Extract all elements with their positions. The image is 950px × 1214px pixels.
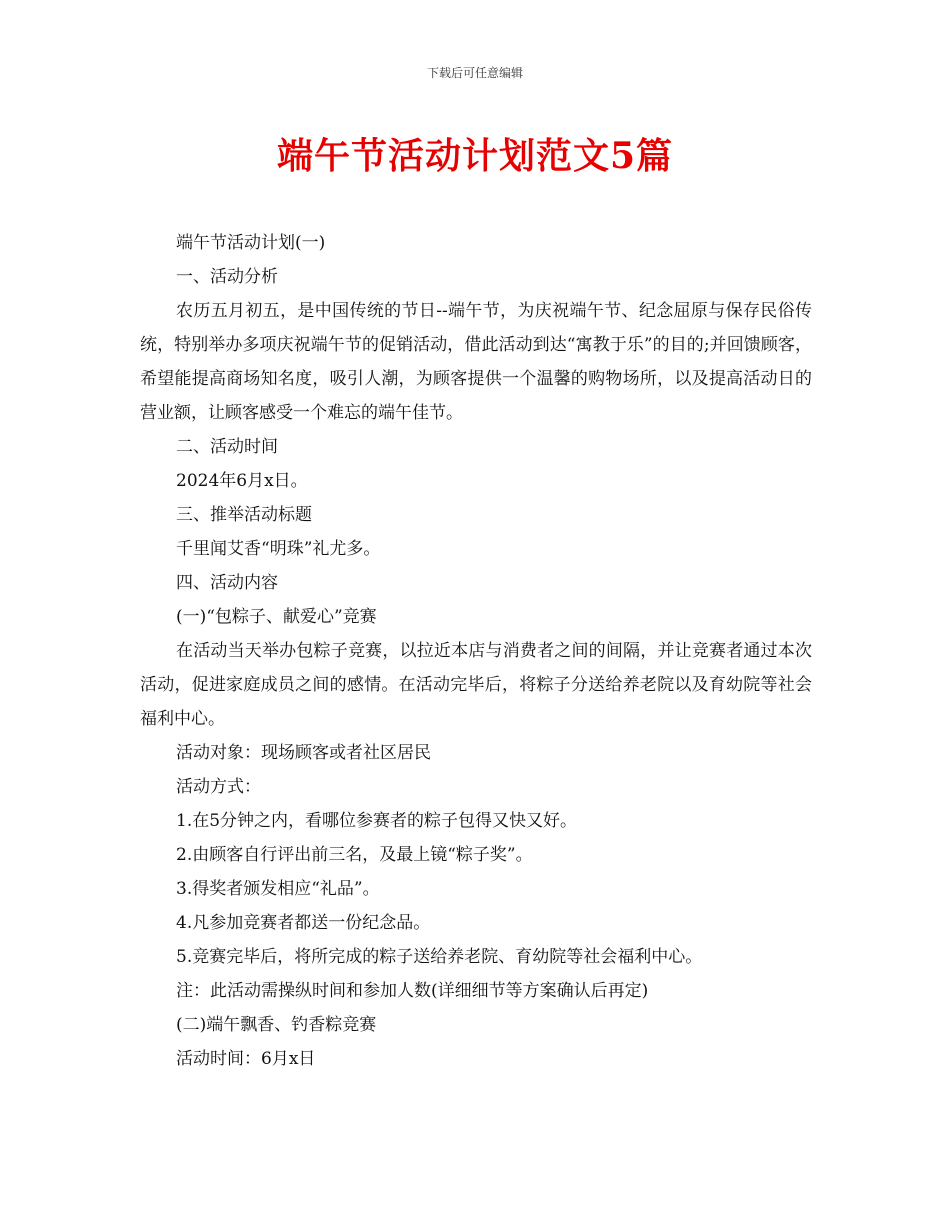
subsection-heading: (一)“包粽子、献爱心”竞赛 xyxy=(176,607,377,627)
list-item: 3.得奖者颁发相应“礼品”。 xyxy=(176,879,380,899)
paragraph: 端午节活动计划(一) xyxy=(176,233,326,253)
document-body xyxy=(140,226,812,1076)
section-heading: 三、推举活动标题 xyxy=(176,505,312,525)
page-header-note: 下载后可任意编辑 xyxy=(426,66,523,80)
paragraph: 活动时间：6月x日 xyxy=(176,1049,316,1069)
paragraph: 2024年6月x日。 xyxy=(176,471,308,491)
subsection-heading: (二)端午飘香、钓香粽竞赛 xyxy=(176,1015,377,1035)
list-item: 4.凡参加竞赛者都送一份纪念品。 xyxy=(176,913,431,933)
list-item: 1.在5分钟之内，看哪位参赛者的粽子包得又快又好。 xyxy=(176,811,578,831)
list-item: 2.由顾客自行评出前三名，及最上镜“粽子奖”。 xyxy=(176,845,533,865)
paragraph: 活动对象：现场顾客或者社区居民 xyxy=(176,743,431,763)
document-title: 端午节活动计划范文5篇 xyxy=(276,135,674,177)
paragraph: 农历五月初五，是中国传统的节日--端午节，为庆祝端午节、纪念屈原与保存民俗传统，特别举办多项庆祝端午节的促销活动，借此活动到达“寓教于乐”的目的;并回馈顾客，希望能提高商场知名度，吸引人潮，为顾客提供一个温馨的购物场所，以及提高活动日的营业额，让顾客感受一个难忘的端午佳节。 xyxy=(140,301,812,423)
section-heading: 一、活动分析 xyxy=(176,267,278,287)
paragraph: 活动方式： xyxy=(176,777,261,797)
paragraph: 千里闻艾香“明珠”礼尤多。 xyxy=(176,539,381,559)
note-paragraph: 注：此活动需操纵时间和参加人数(详细细节等方案确认后再定) xyxy=(176,981,649,1001)
paragraph: 在活动当天举办包粽子竞赛，以拉近本店与消费者之间的间隔，并让竞赛者通过本次活动，促进家庭成员之间的感情。在活动完毕后，将粽子分送给养老院以及育幼院等社会福利中心。 xyxy=(140,641,812,729)
section-heading: 二、活动时间 xyxy=(176,437,278,457)
section-heading: 四、活动内容 xyxy=(176,573,278,593)
list-item: 5.竞赛完毕后，将所完成的粽子送给养老院、育幼院等社会福利中心。 xyxy=(176,947,703,967)
